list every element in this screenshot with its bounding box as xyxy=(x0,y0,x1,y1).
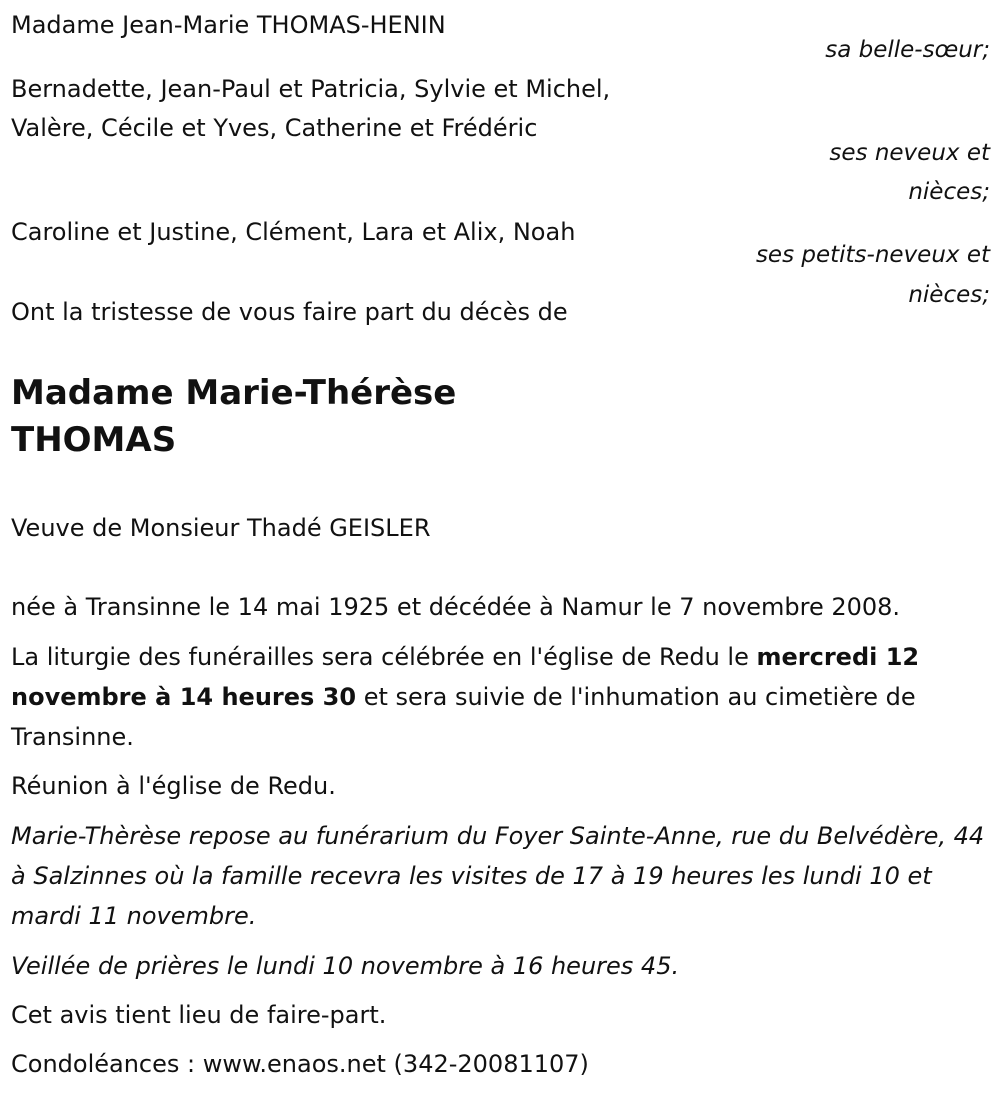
relation-great-nephews-1: ses petits-neveux et xyxy=(755,242,990,268)
relation-sister-in-law: sa belle-sœur; xyxy=(825,37,990,63)
liturgy-text-after: et sera suivie de l'inhumation au cimetière de Transinne. xyxy=(11,683,916,751)
relation-nephews-nieces-1: ses neveux et xyxy=(829,140,990,166)
relation-nephews-nieces-2: nièces; xyxy=(908,179,990,205)
deceased-name-line-2: THOMAS xyxy=(11,420,177,460)
family-great-nephews: Caroline et Justine, Clément, Lara et Alix, Noah xyxy=(11,218,576,246)
birth-death-dates: née à Transinne le 14 mai 1925 et décédée à Namur le 7 novembre 2008. xyxy=(11,593,901,621)
condolences-text: Condoléances : www.enaos.net (342-20081107) xyxy=(11,1050,589,1078)
liturgy-date: mercredi 12 novembre à 14 heures 30 xyxy=(11,643,920,711)
meeting-place: Réunion à l'église de Redu. xyxy=(11,772,336,800)
family-nephews-line-2: Valère, Cécile et Yves, Catherine et Frédéric xyxy=(11,114,538,142)
announcement-text: Ont la tristesse de vous faire part du décès de xyxy=(11,298,568,326)
family-nephews-line-1: Bernadette, Jean-Paul et Patricia, Sylvie et Michel, xyxy=(11,75,611,103)
funeral-home-paragraph: Marie-Thèrèse repose au funérarium du Foyer Sainte-Anne, rue du Belvédère, 44 à Salzinnes où la famille recevra les visites de 17 à 19 heures les lundi 10 et mardi 11 novembre. xyxy=(11,822,985,930)
liturgy-paragraph xyxy=(11,637,993,757)
liturgy-text-before: La liturgie des funérailles sera célébrée en l'église de Redu le xyxy=(11,643,757,671)
notice-text: Cet avis tient lieu de faire-part. xyxy=(11,1001,387,1029)
vigil-text: Veillée de prières le lundi 10 novembre à 16 heures 45. xyxy=(11,952,680,980)
family-member-sister-in-law: Madame Jean-Marie THOMAS-HENIN xyxy=(11,11,446,39)
relation-great-nephews-2: nièces; xyxy=(908,282,990,308)
deceased-name-line-1: Madame Marie-Thérèse xyxy=(11,373,457,413)
widow-of: Veuve de Monsieur Thadé GEISLER xyxy=(11,514,431,542)
